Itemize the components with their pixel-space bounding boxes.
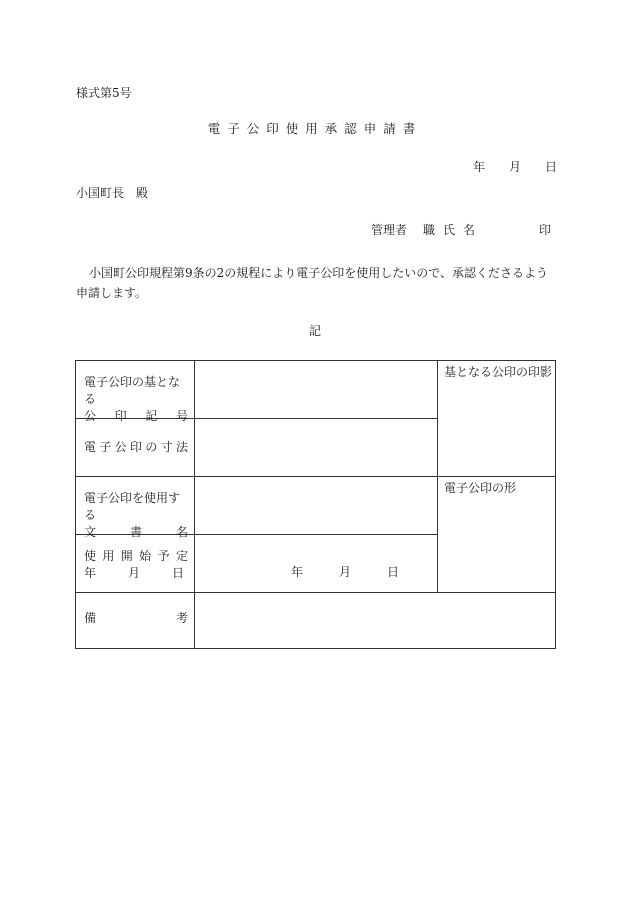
label-start-date <box>84 548 188 582</box>
date-day: 日 <box>545 160 558 174</box>
label-start-date-line2: 年 月 日 <box>84 566 184 580</box>
table-row-divider-2 <box>76 476 555 477</box>
label-seal-size-line1: 電 子 公 印 の 寸 法 <box>84 440 188 454</box>
label-seal-code <box>84 374 188 425</box>
table-column-divider-1 <box>194 361 195 648</box>
label-remarks-line1: 備 考 <box>84 611 188 625</box>
form-number: 様式第5号 <box>76 86 132 100</box>
ki-heading: 記 <box>308 324 321 338</box>
date-line <box>473 161 557 173</box>
label-document-name-line2: 文 書 名 <box>84 525 188 539</box>
start-date-value: 年 月 日 <box>291 565 400 579</box>
manager-label: 管理者 <box>371 223 408 237</box>
label-seal-code-line2: 公 印 記 号 <box>84 409 188 423</box>
seal-mark: 印 <box>539 223 552 237</box>
label-remarks <box>84 610 188 627</box>
label-seal-size <box>84 439 188 456</box>
manager-field: 職氏名 <box>423 223 484 237</box>
label-seal-code-line1: 電子公印の基となる <box>84 375 181 406</box>
addressee: 小国町長 殿 <box>76 186 149 200</box>
side-box-seal-impression-label: 基となる公印の印影 <box>444 365 553 379</box>
table-row-divider-4 <box>76 592 555 593</box>
side-box-seal-shape-label: 電子公印の形 <box>444 481 517 495</box>
label-start-date-line1: 使 用 開 始 予 定 <box>84 549 188 563</box>
page-title: 電子公印使用承認申請書 <box>207 121 423 136</box>
application-table <box>75 360 556 649</box>
date-year: 年 <box>473 160 486 174</box>
label-document-name-line1: 電子公印を使用する <box>84 491 181 522</box>
manager-line <box>371 224 551 236</box>
request-body-text: 小国町公印規程第9条の2の規程により電子公印を使用したいので、承認くださるよう申請します。 <box>76 266 549 300</box>
date-month: 月 <box>509 160 522 174</box>
label-document-name <box>84 490 188 541</box>
